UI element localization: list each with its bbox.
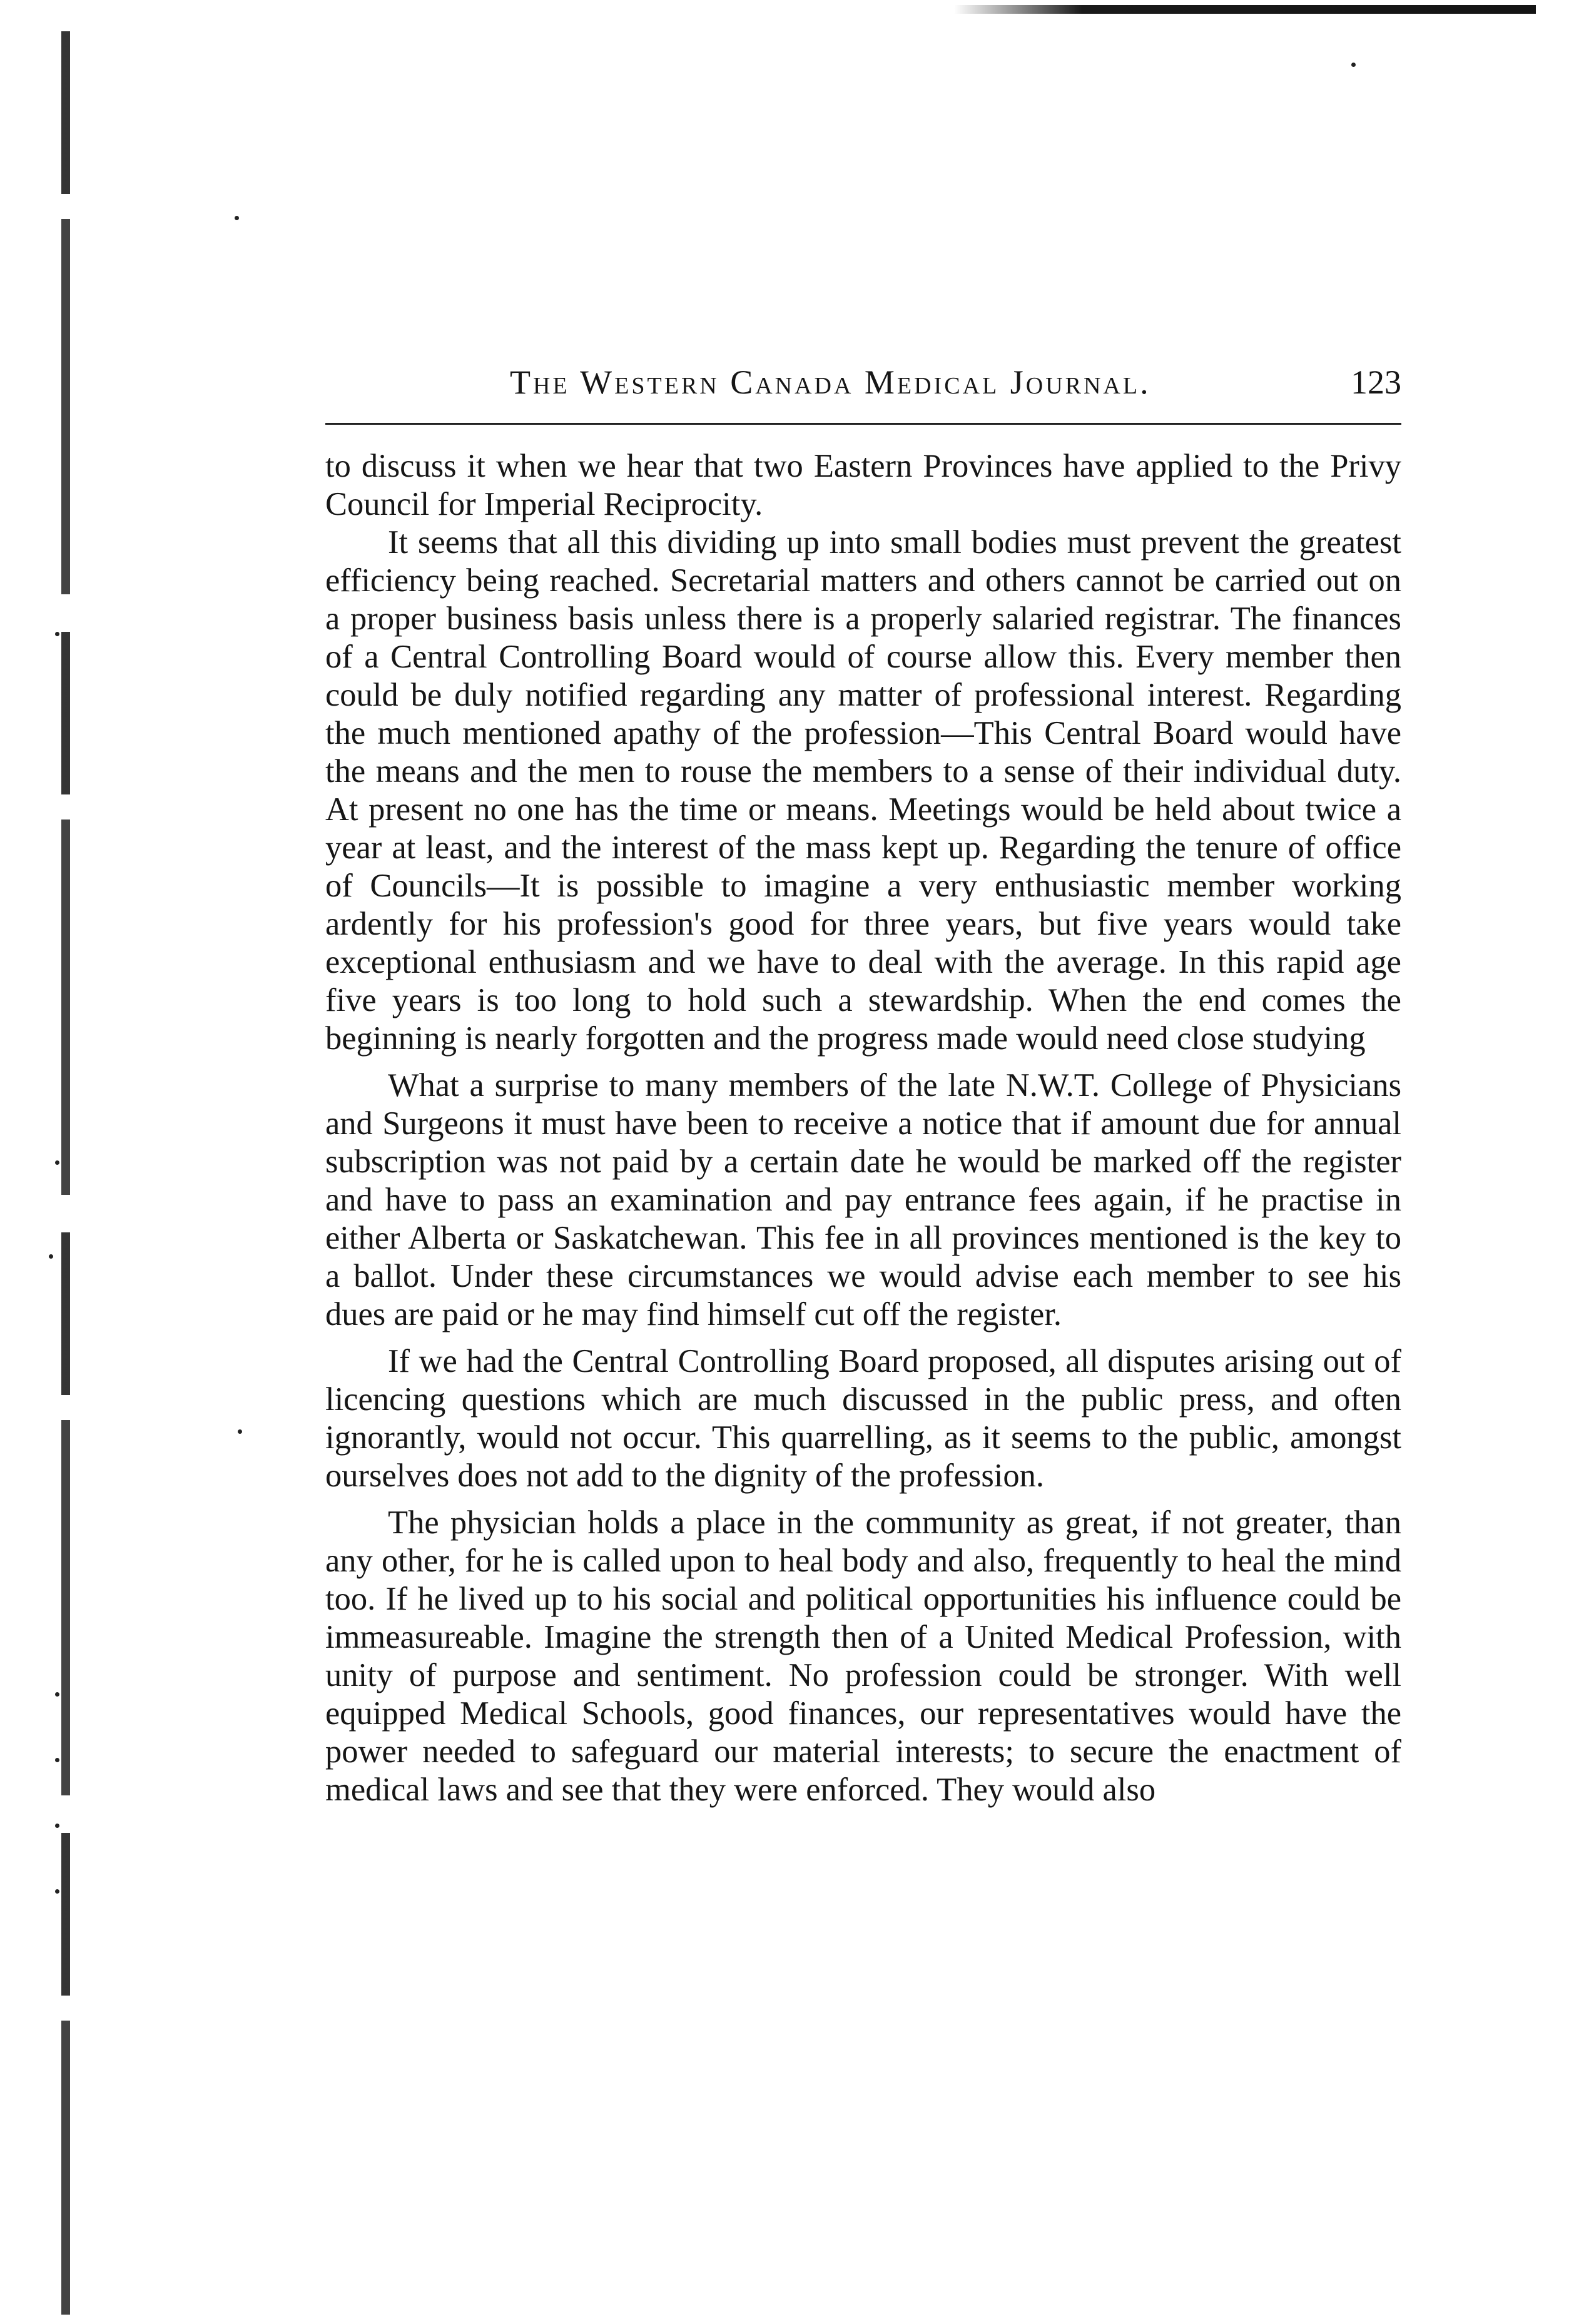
scan-speck	[235, 216, 239, 220]
scan-speck	[55, 1160, 59, 1165]
paragraph: It seems that all this dividing up into small bodies must prevent the greatest efficiency being reached. Secretarial matters and others cannot be carried out on a proper business basis unless there is a properly salaried registrar. The finances of a Central Controlling Board would of course allow this. Every member then could be duly notified regarding any matter of professional interest. Regarding the much mentioned apathy of the profession—This Central Board would have the means and the men to rouse the members to a sense of their individual duty. At present no one has the time or means. Meetings would be held about twice a year at least, and the interest of the mass kept up. Regarding the tenure of office of Councils—It is possible to imagine a very enthusiastic member working ardently for his profession's good for three years, but five years would take exceptional enthusiasm and we have to deal with the average. In this rapid age five years is too long to hold such a stewardship. When the end comes the beginning is nearly forgotten and the progress made would need close studying	[325, 524, 1401, 1057]
header-rule	[325, 423, 1401, 425]
scan-speck	[1351, 63, 1356, 67]
paragraph: The physician holds a place in the community as great, if not greater, than any other, for he is called upon to heal body and also, frequently to heal the mind too. If he lived up to his social and political opportunities his influence could be immeasureable. Imagine the strength then of a United Medical Profession, with unity of purpose and sentiment. No profession could be stronger. With well equipped Medical Schools, good finances, our representatives would have the power needed to safeguard our material interests; to secure the enactment of medical laws and see that they were enforced. They would also	[325, 1505, 1401, 1808]
paragraph: What a surprise to many members of the late N.W.T. College of Physicians and Surgeons it must have been to receive a notice that if amount due for annual subscription was not paid by a certain date he would be marked off the register and have to pass an examination and pay entrance fees again, if he practise in either Alberta or Saskatchewan. This fee in all provinces mentioned is the key to a ballot. Under these circumstances we would advise each member to see his dues are paid or he may find himself cut off the register.	[325, 1067, 1401, 1332]
paragraph: to discuss it when we hear that two Eastern Provinces have applied to the Privy Council for Imperial Reciprocity.	[325, 448, 1401, 522]
scan-speck	[55, 1889, 59, 1894]
page-number: 123	[1351, 363, 1401, 401]
running-header	[325, 363, 1401, 419]
scan-speck	[55, 1824, 59, 1828]
scan-speck	[49, 1254, 53, 1259]
article-body	[325, 447, 1401, 1809]
page-binding-edge	[61, 31, 70, 2315]
scan-speck	[55, 1692, 59, 1697]
paragraph: If we had the Central Controlling Board proposed, all disputes arising out of licencing questions which are much discussed in the public press, and often ignorantly, would not occur. This quarrelling, as it seems to the public, amongst ourselves does not add to the dignity of the profession.	[325, 1343, 1401, 1494]
journal-title: The Western Canada Medical Journal.	[510, 363, 1151, 401]
scan-speck	[238, 1429, 242, 1434]
scan-speck	[55, 632, 59, 636]
top-edge-rule	[954, 5, 1536, 14]
scan-speck	[55, 1758, 59, 1762]
